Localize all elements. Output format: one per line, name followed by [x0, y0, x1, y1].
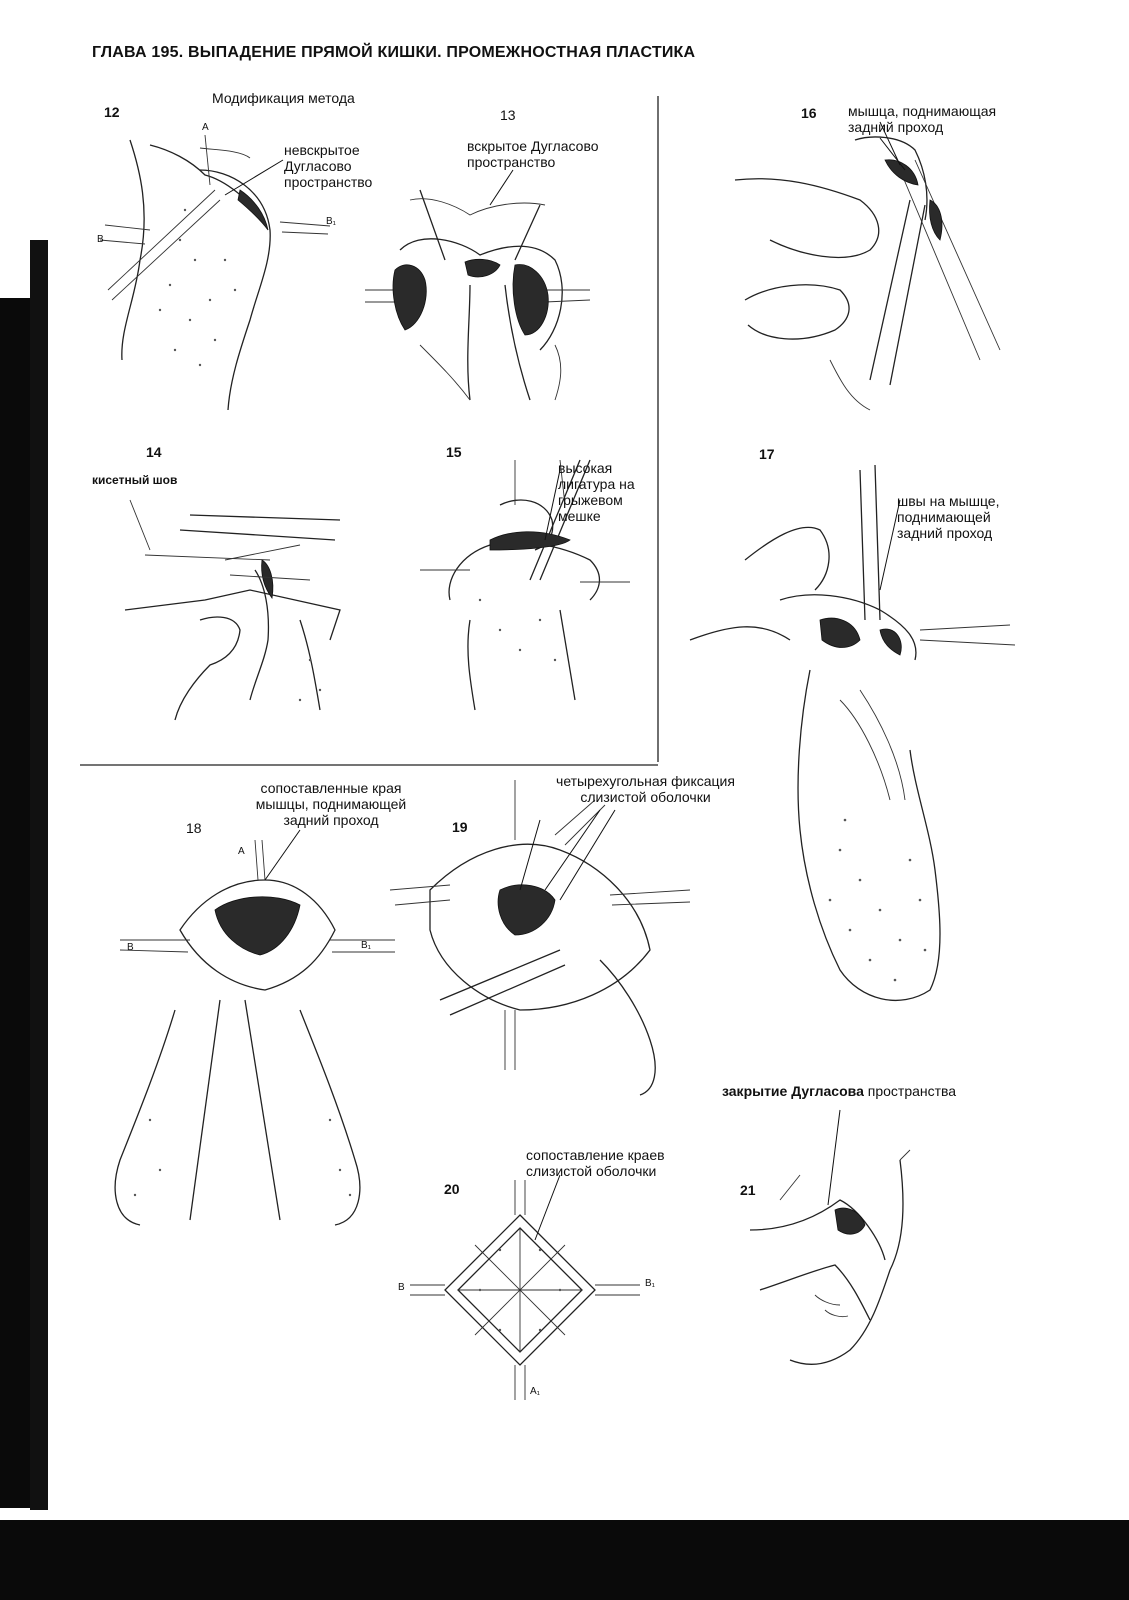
fig18-mark-b1: B₁	[361, 940, 372, 951]
fig13-number: 13	[500, 107, 516, 123]
fig18-number: 18	[186, 820, 202, 836]
fig20-label: сопоставление краев слизистой оболочки	[526, 1147, 665, 1179]
illustration-18	[115, 840, 395, 1225]
illustration-19	[390, 780, 690, 1095]
fig12-mark-b: B	[97, 234, 104, 245]
fig16-number: 16	[801, 105, 817, 121]
fig21-label	[722, 1083, 956, 1099]
fig20-mark-b: B	[398, 1282, 405, 1293]
fig21-label-bold: закрытие Дугласова	[722, 1083, 864, 1099]
fig19-label: четырехугольная фиксация слизистой оболочки	[556, 773, 735, 805]
fig13-label: вскрытое Дугласово пространство	[467, 138, 599, 170]
fig14-label: кисетный шов	[92, 473, 178, 487]
illustration-21	[750, 1110, 910, 1364]
illustration-20	[410, 1180, 640, 1400]
fig17-label: швы на мышце, поднимающей задний проход	[897, 493, 1000, 541]
fig16-label: мышца, поднимающая задний проход	[848, 103, 997, 135]
fig20-mark-a1: A₁	[530, 1386, 541, 1397]
fig18-label: сопоставленные края мышцы, поднимающей задний проход	[255, 780, 407, 828]
illustration-13	[365, 190, 590, 400]
fig18-mark-a: A	[238, 846, 245, 857]
fig17-number: 17	[759, 446, 775, 462]
fig12-label: невскрытое Дугласово пространство	[284, 142, 373, 190]
fig12-mark-b1: B₁	[326, 216, 337, 227]
fig19-number: 19	[452, 819, 468, 835]
fig12-mark-a: A	[202, 122, 209, 133]
illustration-14	[125, 500, 340, 720]
fig20-number: 20	[444, 1181, 460, 1197]
fig20-mark-b1: B₁	[645, 1278, 656, 1289]
fig12-caption-top: Модификация метода	[212, 90, 355, 106]
fig18-mark-b: B	[127, 942, 134, 953]
page-title: ГЛАВА 195. ВЫПАДЕНИЕ ПРЯМОЙ КИШКИ. ПРОМЕЖНОСТНАЯ ПЛАСТИКА	[92, 44, 696, 61]
fig14-number: 14	[146, 444, 162, 460]
illustration-16	[735, 137, 1000, 410]
fig15-label: высокая лигатура на грыжевом мешке	[558, 460, 635, 524]
illustration-17	[690, 465, 1015, 1000]
fig21-label-rest: пространства	[863, 1083, 957, 1099]
fig21-number: 21	[740, 1182, 756, 1198]
fig15-number: 15	[446, 444, 462, 460]
fig12-number: 12	[104, 104, 120, 120]
